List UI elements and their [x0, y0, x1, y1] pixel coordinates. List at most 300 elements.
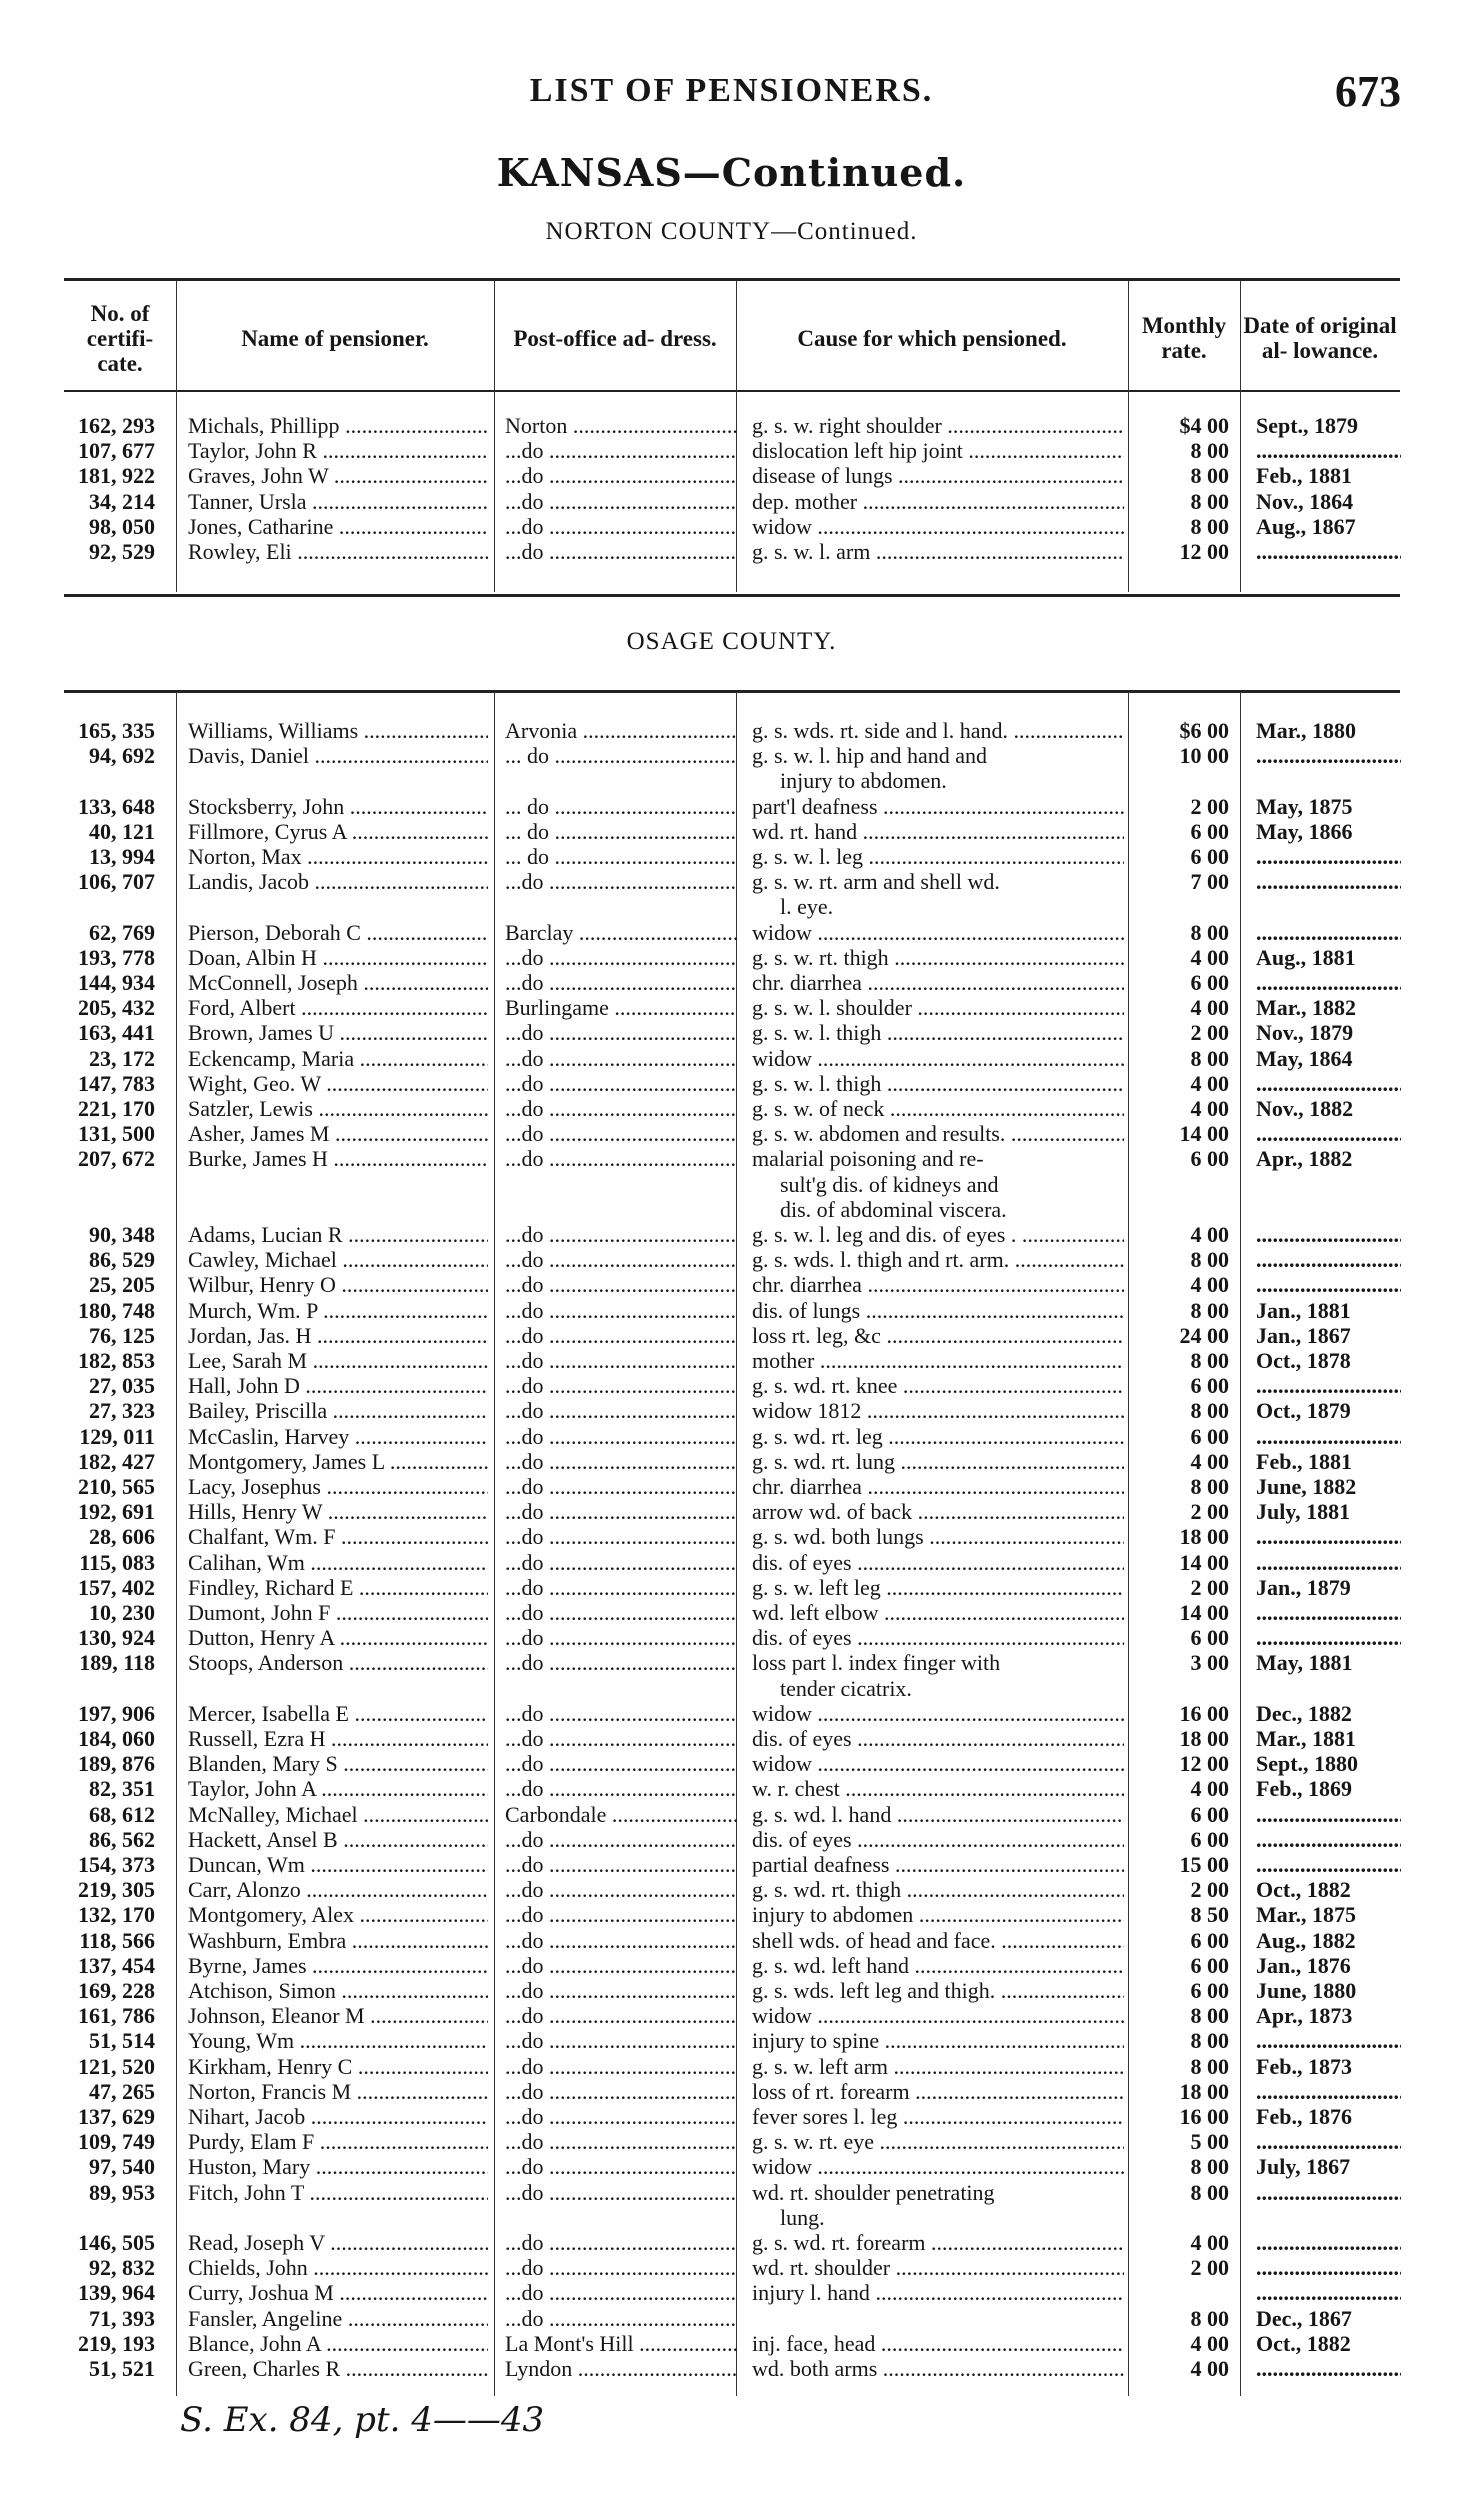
- cause: disease of lungs .....: [752, 463, 1124, 488]
- table-row: [0, 2079, 1463, 2104]
- cause: g. s. w. l. shoulder .....: [752, 995, 1124, 1020]
- post-office: ...do .....: [505, 1625, 737, 1650]
- pensioner-name: Hackett, Ansel B .....: [188, 1827, 488, 1852]
- monthly-rate: 12 00: [1179, 539, 1229, 564]
- post-office: Arvonia .....: [505, 718, 737, 743]
- pensioner-name: Young, Wm .....: [188, 2028, 488, 2053]
- pensioner-name: Asher, James M .....: [188, 1121, 488, 1146]
- cause: g. s. w. rt. arm and shell wd.: [752, 869, 1000, 895]
- cert-number: 62, 769: [89, 919, 155, 945]
- pensioner-name: Johnson, Eleanor M .....: [188, 2003, 488, 2028]
- monthly-rate: 4 00: [1190, 2330, 1229, 2356]
- post-office: ...do .....: [505, 1877, 737, 1902]
- cause: malarial poisoning and re-: [752, 1146, 984, 1172]
- table-row: [0, 1474, 1463, 1499]
- pensioner-name: Atchison, Simon .....: [188, 1978, 488, 2003]
- date-allowance: [1256, 2255, 1401, 2280]
- table-row: [0, 1222, 1463, 1247]
- table-row: [0, 794, 1463, 819]
- cause-continuation: injury to abdomen.: [780, 768, 947, 794]
- monthly-rate: 8 00: [1190, 919, 1229, 945]
- pensioner-name: Fitch, John T .....: [188, 2180, 488, 2205]
- cert-number: 161, 786: [78, 2003, 155, 2029]
- monthly-rate: 14 00: [1179, 1549, 1229, 1575]
- table-row: [0, 1978, 1463, 2003]
- table-row: [0, 2028, 1463, 2053]
- table-row: [0, 2356, 1463, 2381]
- date-allowance: July, 1867: [1256, 2154, 1351, 2180]
- cause: dis. of eyes .....: [752, 1625, 1124, 1650]
- post-office: ...do .....: [505, 2003, 737, 2028]
- pensioner-name: Eckencamp, Maria .....: [188, 1046, 488, 1071]
- post-office: ...do .....: [505, 1928, 737, 1953]
- table-row: [0, 718, 1463, 743]
- post-office: ...do .....: [505, 1600, 737, 1625]
- post-office: ...do .....: [505, 2104, 737, 2129]
- pensioner-name: Stoops, Anderson .....: [188, 1650, 488, 1675]
- pensioner-name: McConnell, Joseph .....: [188, 970, 488, 995]
- date-allowance: Aug., 1867: [1256, 513, 1356, 539]
- cause: g. s. w. l. arm .....: [752, 539, 1124, 564]
- table-row: [0, 1852, 1463, 1877]
- post-office: ...do .....: [505, 2054, 737, 2079]
- monthly-rate: 6 00: [1190, 1146, 1229, 1172]
- monthly-rate: 12 00: [1179, 1751, 1229, 1777]
- table-row: [0, 2280, 1463, 2305]
- date-allowance: [1256, 2230, 1401, 2255]
- date-allowance: [1256, 2129, 1401, 2154]
- table-row: [0, 1625, 1463, 1650]
- table-row: [0, 1928, 1463, 1953]
- pensioner-name: Brown, James U .....: [188, 1020, 488, 1045]
- date-allowance: Feb., 1869: [1256, 1776, 1352, 1802]
- monthly-rate: 2 00: [1190, 1020, 1229, 1046]
- pensioner-name: Blance, John A .....: [188, 2331, 488, 2356]
- cert-number: 51, 514: [89, 2028, 155, 2054]
- cause: injury to spine .....: [752, 2028, 1124, 2053]
- col-header-cert: No. of certifi- cate.: [86, 300, 154, 376]
- monthly-rate: 6 00: [1190, 1423, 1229, 1449]
- col-header-rate: Monthly rate.: [1141, 313, 1227, 363]
- cause: widow .....: [752, 1751, 1124, 1776]
- table-row: [0, 1524, 1463, 1549]
- post-office: ...do .....: [505, 2079, 737, 2104]
- post-office: ... do .....: [505, 743, 737, 768]
- pensioner-name: Fansler, Angeline .....: [188, 2306, 488, 2331]
- cert-number: 219, 193: [78, 2330, 155, 2356]
- table-row: [0, 945, 1463, 970]
- post-office: ...do .....: [505, 1499, 737, 1524]
- table-row: [0, 1575, 1463, 1600]
- pensioner-name: Blanden, Mary S .....: [188, 1751, 488, 1776]
- monthly-rate: 4 00: [1190, 1096, 1229, 1121]
- date-allowance: Feb., 1881: [1256, 1448, 1352, 1474]
- post-office: ...do .....: [505, 1348, 737, 1373]
- section-end-rule: [64, 594, 1400, 597]
- pensioner-name: Fillmore, Cyrus A .....: [188, 819, 488, 844]
- post-office: ...do .....: [505, 1978, 737, 2003]
- cert-number: 189, 118: [79, 1650, 155, 1676]
- table-row: [0, 514, 1463, 539]
- monthly-rate: 18 00: [1179, 1524, 1229, 1550]
- post-office: ...do .....: [505, 2306, 737, 2331]
- table-row: [0, 1398, 1463, 1423]
- monthly-rate: 16 00: [1179, 2104, 1229, 2129]
- cert-number: 115, 083: [79, 1549, 155, 1575]
- monthly-rate: 6 00: [1190, 1373, 1229, 1399]
- table-top-rule: [64, 278, 1400, 281]
- cause: g. s. w. rt. eye .....: [752, 2129, 1124, 2154]
- table-row: [0, 2003, 1463, 2028]
- post-office: ...do .....: [505, 1751, 737, 1776]
- cert-number: 76, 125: [89, 1322, 155, 1348]
- cause: fever sores l. leg .....: [752, 2104, 1124, 2129]
- table-row: [0, 1902, 1463, 1927]
- date-allowance: Feb., 1876: [1256, 2104, 1352, 2129]
- cause: mother .....: [752, 1348, 1124, 1373]
- cert-number: 163, 441: [78, 1020, 155, 1046]
- pensioner-name: Bailey, Priscilla .....: [188, 1398, 488, 1423]
- date-allowance: [1256, 1071, 1401, 1096]
- pensioner-name: Montgomery, Alex .....: [188, 1902, 488, 1927]
- col-header-date: Date of original al- lowance.: [1243, 313, 1397, 363]
- monthly-rate: 8 00: [1190, 1474, 1229, 1499]
- cause: dis. of eyes .....: [752, 1550, 1124, 1575]
- monthly-rate: 3 00: [1190, 1650, 1229, 1676]
- monthly-rate: 10 00: [1179, 743, 1229, 769]
- table-row: [0, 920, 1463, 945]
- cause: wd. left elbow .....: [752, 1600, 1124, 1625]
- state-heading: KANSAS—Continued.: [496, 150, 967, 195]
- table-row: [0, 1701, 1463, 1726]
- monthly-rate: 6 00: [1190, 1978, 1229, 2003]
- table-row: [0, 743, 1463, 768]
- table-row: [0, 2104, 1463, 2129]
- table-row: [0, 1348, 1463, 1373]
- date-allowance: [1256, 1247, 1401, 1272]
- pensioner-name: Jones, Catharine .....: [188, 514, 488, 539]
- county-heading-osage: OSAGE COUNTY.: [626, 628, 837, 655]
- date-allowance: Dec., 1867: [1256, 2305, 1352, 2331]
- post-office: ...do .....: [505, 1701, 737, 1726]
- cause: g. s. wd. l. hand .....: [752, 1802, 1124, 1827]
- cert-number: 137, 629: [78, 2104, 155, 2129]
- monthly-rate: 2 00: [1190, 793, 1229, 819]
- cert-number: 10, 230: [89, 1600, 155, 1625]
- date-allowance: Apr., 1882: [1256, 1146, 1353, 1172]
- post-office: ...do .....: [505, 1222, 737, 1247]
- cert-number: 147, 783: [78, 1070, 155, 1096]
- cause: widow .....: [752, 514, 1124, 539]
- cert-number: 86, 529: [89, 1247, 155, 1273]
- cert-number: 98, 050: [89, 513, 155, 539]
- cause-continuation: lung.: [780, 2204, 825, 2230]
- monthly-rate: 6 00: [1190, 970, 1229, 995]
- pensioner-name: Taylor, John A .....: [188, 1776, 488, 1801]
- cert-number: 157, 402: [78, 1574, 155, 1600]
- post-office: ...do .....: [505, 1575, 737, 1600]
- post-office: ...do .....: [505, 1424, 737, 1449]
- pensioner-name: Ford, Albert .....: [188, 995, 488, 1020]
- monthly-rate: 8 50: [1190, 1902, 1229, 1928]
- monthly-rate: 8 00: [1190, 2179, 1229, 2205]
- pensioner-name: Wight, Geo. W .....: [188, 1071, 488, 1096]
- cause: loss rt. leg, &c .....: [752, 1323, 1124, 1348]
- monthly-rate: 8 00: [1190, 2154, 1229, 2180]
- pensioner-name: Adams, Lucian R .....: [188, 1222, 488, 1247]
- pensioner-name: Purdy, Elam F .....: [188, 2129, 488, 2154]
- table-row: [0, 2306, 1463, 2331]
- cause: g. s. wds. left leg and thigh. .....: [752, 1978, 1124, 2003]
- table-row: [0, 995, 1463, 1020]
- cert-number: 27, 323: [89, 1398, 155, 1424]
- table-row: [0, 1121, 1463, 1146]
- post-office: ... do .....: [505, 844, 737, 869]
- monthly-rate: 6 00: [1190, 818, 1229, 844]
- cause: shell wds. of head and face. .....: [752, 1928, 1124, 1953]
- date-allowance: Aug., 1882: [1256, 1927, 1356, 1953]
- cert-number: 25, 205: [89, 1272, 155, 1298]
- date-allowance: [1256, 539, 1401, 564]
- post-office: Burlingame .....: [505, 995, 737, 1020]
- date-allowance: Oct., 1879: [1256, 1398, 1351, 1424]
- cert-number: 184, 060: [78, 1726, 155, 1751]
- cert-number: 146, 505: [78, 2230, 155, 2255]
- cause: wd. rt. shoulder .....: [752, 2255, 1124, 2280]
- cause: g. s. w. left arm .....: [752, 2054, 1124, 2079]
- table-row: [0, 970, 1463, 995]
- page-header: [0, 68, 1463, 118]
- monthly-rate: 4 00: [1190, 1272, 1229, 1298]
- post-office: La Mont's Hill .....: [505, 2331, 737, 2356]
- pensioner-name: Burke, James H .....: [188, 1146, 488, 1171]
- date-allowance: [1256, 743, 1401, 768]
- monthly-rate: 4 00: [1190, 2356, 1229, 2381]
- post-office: ...do .....: [505, 1121, 737, 1146]
- post-office: ...do .....: [505, 1096, 737, 1121]
- cert-number: 189, 876: [78, 1751, 155, 1777]
- monthly-rate: 4 00: [1190, 1776, 1229, 1802]
- date-allowance: Dec., 1882: [1256, 1700, 1352, 1726]
- cause: g. s. w. l. leg .....: [752, 844, 1124, 869]
- date-allowance: Jan., 1879: [1256, 1574, 1351, 1600]
- monthly-rate: 8 00: [1190, 463, 1229, 489]
- pensioner-name: Jordan, Jas. H .....: [188, 1323, 488, 1348]
- date-allowance: Mar., 1880: [1256, 718, 1357, 743]
- post-office: ...do .....: [505, 2028, 737, 2053]
- cert-number: 71, 393: [89, 2305, 155, 2331]
- table-row: [0, 1247, 1463, 1272]
- post-office: ...do .....: [505, 1020, 737, 1045]
- post-office: ...do .....: [505, 1650, 737, 1675]
- cert-number: 144, 934: [78, 970, 155, 995]
- cert-number: 82, 351: [89, 1776, 155, 1802]
- cause: g. s. w. l. leg and dis. of eyes . .....: [752, 1222, 1124, 1247]
- date-allowance: [1256, 1222, 1401, 1247]
- pensioner-name: Chalfant, Wm. F .....: [188, 1524, 488, 1549]
- cert-number: 27, 035: [89, 1373, 155, 1399]
- monthly-rate: 15 00: [1179, 1852, 1229, 1877]
- post-office: Barclay .....: [505, 920, 737, 945]
- cert-number: 118, 566: [79, 1927, 155, 1953]
- post-office: ...do .....: [505, 1827, 737, 1852]
- monthly-rate: 6 00: [1190, 1826, 1229, 1852]
- pensioner-name: Wilbur, Henry O .....: [188, 1272, 488, 1297]
- cert-number: 97, 540: [89, 2154, 155, 2180]
- table-row: [0, 2230, 1463, 2255]
- monthly-rate: 2 00: [1190, 1574, 1229, 1600]
- cause: chr. diarrhea .....: [752, 1272, 1124, 1297]
- cause-continuation: sult'g dis. of kidneys and: [780, 1171, 999, 1197]
- county-heading-norton: NORTON COUNTY—Continued.: [545, 218, 918, 245]
- date-allowance: [1256, 1121, 1401, 1146]
- table-row: [0, 1953, 1463, 1978]
- date-allowance: Oct., 1882: [1256, 2330, 1351, 2356]
- monthly-rate: 6 00: [1190, 1952, 1229, 1978]
- pensioner-name: Norton, Francis M .....: [188, 2079, 488, 2104]
- cause: part'l deafness .....: [752, 794, 1124, 819]
- table-row: [0, 1877, 1463, 1902]
- table-row: [0, 489, 1463, 514]
- pensioner-name: Norton, Max .....: [188, 844, 488, 869]
- post-office: ...do .....: [505, 2255, 737, 2280]
- date-allowance: Jan., 1881: [1256, 1297, 1351, 1323]
- date-allowance: Oct., 1882: [1256, 1877, 1351, 1903]
- pensioner-name: McNalley, Michael .....: [188, 1802, 488, 1827]
- cause: partial deafness .....: [752, 1852, 1124, 1877]
- cause-continuation: tender cicatrix.: [780, 1675, 912, 1701]
- pensioner-name: Washburn, Embra .....: [188, 1928, 488, 1953]
- post-office: ...do .....: [505, 438, 737, 463]
- cause: wd. rt. hand .....: [752, 819, 1124, 844]
- table-row: [0, 2154, 1463, 2179]
- cert-number: 86, 562: [89, 1826, 155, 1852]
- post-office: ...do .....: [505, 1726, 737, 1751]
- pensioner-name: Byrne, James .....: [188, 1953, 488, 1978]
- pensioner-name: Nihart, Jacob .....: [188, 2104, 488, 2129]
- date-allowance: [1256, 1550, 1401, 1575]
- date-allowance: [1256, 1373, 1401, 1398]
- table-row: [0, 869, 1463, 894]
- cause: g. s. wd. rt. knee .....: [752, 1373, 1124, 1398]
- date-allowance: Feb., 1881: [1256, 463, 1352, 489]
- date-allowance: May, 1866: [1256, 818, 1353, 844]
- cause: g. s. wd. left hand .....: [752, 1953, 1124, 1978]
- table-row: [0, 844, 1463, 869]
- pensioner-name: Lee, Sarah M .....: [188, 1348, 488, 1373]
- cause-continuation: dis. of abdominal viscera.: [780, 1196, 1007, 1222]
- pensioner-name: Tanner, Ursla .....: [188, 489, 488, 514]
- pensioner-name: Dumont, John F .....: [188, 1600, 488, 1625]
- cert-number: 219, 305: [78, 1877, 155, 1903]
- table-row: [0, 1449, 1463, 1474]
- cause: g. s. wd. both lungs .....: [752, 1524, 1124, 1549]
- table-row: [0, 1020, 1463, 1045]
- post-office: ...do .....: [505, 514, 737, 539]
- monthly-rate: 6 00: [1190, 1927, 1229, 1953]
- cert-number: 23, 172: [89, 1045, 155, 1071]
- cause: dis. of lungs .....: [752, 1298, 1124, 1323]
- table-row: [0, 1298, 1463, 1323]
- cert-number: 129, 011: [79, 1423, 155, 1449]
- monthly-rate: 8 00: [1190, 1045, 1229, 1071]
- table-row: [0, 1146, 1463, 1171]
- post-office: ...do .....: [505, 1776, 737, 1801]
- date-allowance: [1256, 920, 1401, 945]
- cause: wd. rt. shoulder penetrating: [752, 2179, 995, 2205]
- table-row: [0, 1071, 1463, 1096]
- monthly-rate: 8 00: [1190, 438, 1229, 464]
- post-office: ...do .....: [505, 970, 737, 995]
- cause: widow .....: [752, 1701, 1124, 1726]
- date-allowance: Feb., 1873: [1256, 2053, 1352, 2079]
- cause: widow .....: [752, 1046, 1124, 1071]
- date-allowance: [1256, 1827, 1401, 1852]
- cause: g. s. w. l. thigh .....: [752, 1071, 1124, 1096]
- pensioner-name: Lacy, Josephus .....: [188, 1474, 488, 1499]
- footer-signature: S. Ex. 84, pt. 4——43: [180, 2400, 545, 2440]
- pensioner-name: Curry, Joshua M .....: [188, 2280, 488, 2305]
- table-row: [0, 1272, 1463, 1297]
- pensioner-name: Read, Joseph V .....: [188, 2230, 488, 2255]
- pensioner-name: McCaslin, Harvey .....: [188, 1424, 488, 1449]
- col-header-po: Post-office ad- dress.: [513, 325, 717, 351]
- date-allowance: Mar., 1875: [1256, 1902, 1357, 1928]
- date-allowance: June, 1880: [1256, 1978, 1357, 2003]
- pensioner-name: Mercer, Isabella E .....: [188, 1701, 488, 1726]
- cert-number: 137, 454: [78, 1952, 155, 1978]
- cert-number: 133, 648: [78, 793, 155, 819]
- table-row: [0, 1600, 1463, 1625]
- table-row: [0, 1323, 1463, 1348]
- cause: g. s. wd. rt. leg .....: [752, 1424, 1124, 1449]
- date-allowance: June, 1882: [1256, 1474, 1357, 1499]
- table-row: [0, 413, 1463, 438]
- cause: g. s. wd. rt. forearm .....: [752, 2230, 1124, 2255]
- post-office: ...do .....: [505, 2230, 737, 2255]
- pensioner-name: Huston, Mary .....: [188, 2154, 488, 2179]
- pensioner-name: Calihan, Wm .....: [188, 1550, 488, 1575]
- cause: widow .....: [752, 2154, 1124, 2179]
- date-allowance: May, 1875: [1256, 793, 1353, 819]
- monthly-rate: 8 00: [1190, 1398, 1229, 1424]
- pensioner-name: Rowley, Eli .....: [188, 539, 488, 564]
- pensioner-name: Landis, Jacob .....: [188, 869, 488, 894]
- cause: inj. face, head .....: [752, 2331, 1124, 2356]
- post-office: ...do .....: [505, 463, 737, 488]
- table-row: [0, 539, 1463, 564]
- col-header-cause: Cause for which pensioned.: [797, 325, 1067, 351]
- cause: dep. mother .....: [752, 489, 1124, 514]
- date-allowance: [1256, 2180, 1401, 2205]
- monthly-rate: 18 00: [1179, 2078, 1229, 2104]
- table-row: [0, 1827, 1463, 1852]
- date-allowance: [1256, 2280, 1401, 2305]
- cert-number: 106, 707: [78, 869, 155, 895]
- cert-number: 89, 953: [89, 2179, 155, 2205]
- date-allowance: Mar., 1881: [1256, 1726, 1357, 1751]
- post-office: ...do .....: [505, 1323, 737, 1348]
- cert-number: 182, 427: [78, 1448, 155, 1474]
- cause: chr. diarrhea .....: [752, 1474, 1124, 1499]
- post-office: ...do .....: [505, 2129, 737, 2154]
- table-row: [0, 1499, 1463, 1524]
- monthly-rate: 8 00: [1190, 513, 1229, 539]
- monthly-rate: 6 00: [1190, 1625, 1229, 1651]
- date-allowance: Jan., 1867: [1256, 1322, 1351, 1348]
- table-row: [0, 1802, 1463, 1827]
- cause: widow .....: [752, 920, 1124, 945]
